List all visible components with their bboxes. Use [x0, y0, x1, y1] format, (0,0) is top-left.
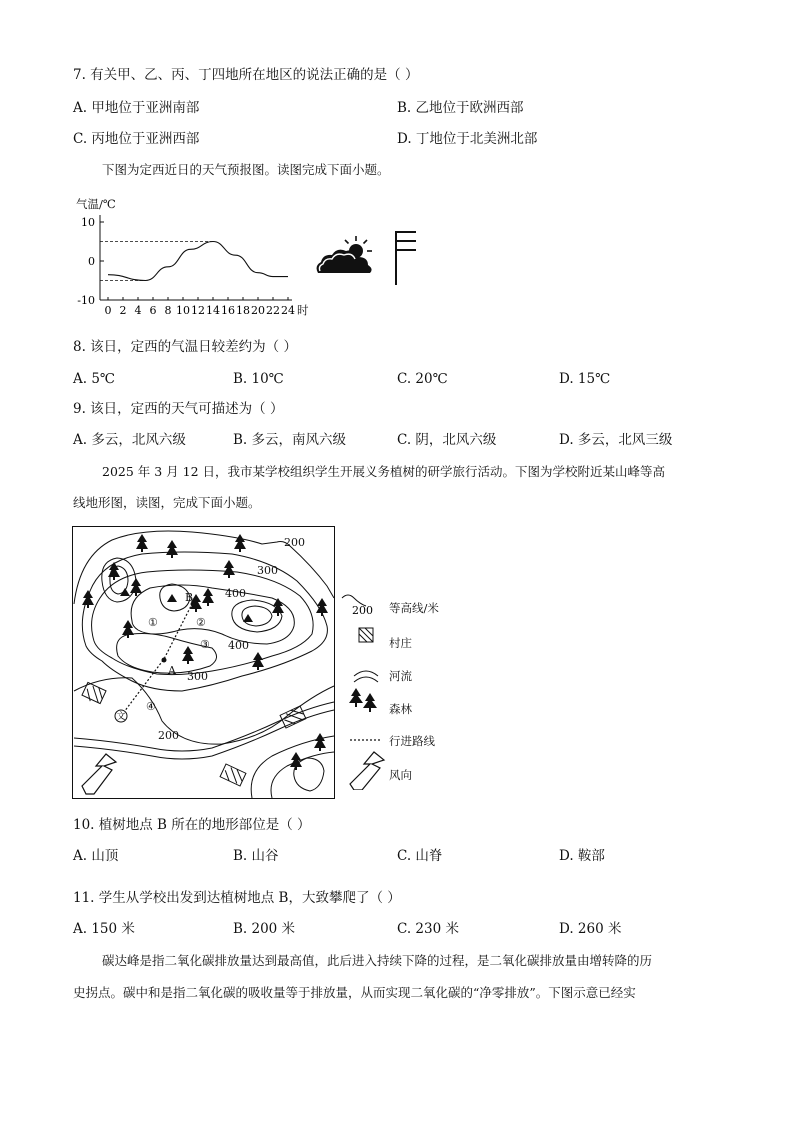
- x-tick-label: 2: [119, 304, 127, 317]
- tree-trunk: [207, 603, 209, 606]
- tree-trunk: [135, 593, 137, 596]
- map-legend: [340, 590, 460, 790]
- q9-option-b: B. 多云，南风六级: [233, 432, 347, 448]
- y-tick-label: 10: [81, 216, 95, 229]
- tree-trunk: [257, 667, 259, 670]
- tree-trunk: [295, 767, 297, 770]
- tree-trunk: [141, 549, 143, 552]
- legend-forest-icon: [349, 688, 377, 712]
- intro-carbon-line2: 史拐点。碳中和是指二氧化碳的吸收量等于排放量，从而实现二氧化碳的“净零排放”。下图示意已经实: [73, 985, 636, 1000]
- q8-option-b: B. 10℃: [233, 371, 284, 387]
- tree-trunk: [113, 577, 115, 580]
- wind-barb-icon: [392, 228, 422, 288]
- svg-text:200: 200: [352, 604, 373, 617]
- x-tick-label: 8: [164, 304, 172, 317]
- legend-wind-icon: [350, 752, 384, 790]
- q11-option-d: D. 260 米: [559, 921, 622, 937]
- q8-stem: 8. 该日，定西的气温日较差约为（ ）: [73, 339, 297, 355]
- x-tick-label: 22: [266, 304, 280, 317]
- tree-trunk: [321, 613, 323, 616]
- x-tick-label: 6: [149, 304, 157, 317]
- y-tick-label: -10: [77, 294, 95, 307]
- intro-carbon-line1: 碳达峰是指二氧化碳排放量达到最高值，此后进入持续下降的过程，是二氧化碳排放量由增转降的历: [102, 953, 653, 968]
- tree-trunk: [171, 555, 173, 558]
- x-tick-label: 0: [104, 304, 112, 317]
- temperature-curve: [108, 242, 288, 281]
- q7-option-a: A. 甲地位于亚洲南部: [73, 100, 200, 116]
- intro-weather: 下图为定西近日的天气预报图。读图完成下面小题。: [102, 162, 390, 177]
- x-tick-label: 12: [191, 304, 205, 317]
- q8-option-c: C. 20℃: [397, 371, 448, 387]
- q11-option-b: B. 200 米: [233, 921, 296, 937]
- q11-stem: 11. 学生从学校出发到达植树地点 B，大致攀爬了（ ）: [73, 890, 401, 906]
- label-a: A: [168, 664, 176, 677]
- contour-map: [72, 526, 335, 799]
- tree-trunk: [195, 609, 197, 612]
- tree-trunk: [187, 661, 189, 664]
- q10-option-d: D. 鞍部: [559, 848, 605, 864]
- q7-option-c: C. 丙地位于亚洲西部: [73, 131, 200, 147]
- tree-trunk: [319, 748, 321, 751]
- q10-option-a: A. 山顶: [73, 848, 119, 864]
- contour-label: 300: [187, 670, 208, 683]
- tree-trunk: [87, 605, 89, 608]
- x-tick-label: 24: [281, 304, 295, 317]
- x-tick-label: 16: [221, 304, 235, 317]
- x-tick-label: 4: [134, 304, 142, 317]
- point-a: [162, 658, 167, 663]
- q7-option-b: B. 乙地位于欧洲西部: [397, 100, 524, 116]
- x-tick-label: 10: [176, 304, 190, 317]
- contour-label: 400: [228, 639, 249, 652]
- label-3: ③: [200, 638, 210, 651]
- legend-route-label: 行进路线: [389, 734, 435, 748]
- tree-trunk: [239, 549, 241, 552]
- q10-stem: 10. 植树地点 B 所在的地形部位是（ ）: [73, 817, 311, 833]
- school-label: 文: [116, 712, 126, 722]
- contour-label: 400: [225, 587, 246, 600]
- contour-label: 300: [257, 564, 278, 577]
- partly-cloudy-icon: [310, 233, 380, 278]
- tree-trunk: [228, 575, 230, 578]
- contour-label: 200: [284, 536, 305, 549]
- q7-option-d: D. 丁地位于北美洲北部: [397, 131, 538, 147]
- chart-ylabel: 气温/℃: [76, 197, 116, 211]
- q9-option-c: C. 阴，北风六级: [397, 432, 497, 448]
- legend-forest-label: 森林: [389, 702, 412, 716]
- q10-option-c: C. 山脊: [397, 848, 443, 864]
- q9-stem: 9. 该日，定西的天气可描述为（ ）: [73, 401, 284, 417]
- q8-option-d: D. 15℃: [559, 371, 611, 387]
- legend-wind-label: 风向: [389, 768, 412, 782]
- label-2: ②: [196, 616, 206, 629]
- tree-trunk: [127, 635, 129, 638]
- tree-trunk: [277, 613, 279, 616]
- q9-option-a: A. 多云，北风六级: [73, 432, 186, 448]
- q10-option-b: B. 山谷: [233, 848, 279, 864]
- x-tick-label: 18: [236, 304, 250, 317]
- y-tick-label: 0: [88, 255, 95, 268]
- label-b: B: [185, 591, 194, 604]
- legend-village-label: 村庄: [389, 636, 412, 650]
- legend-river-icon: [354, 671, 378, 682]
- q11-option-a: A. 150 米: [73, 921, 135, 937]
- legend-contour-label: 等高线/米: [389, 601, 439, 615]
- x-tick-label: 14: [206, 304, 220, 317]
- temperature-chart: [70, 190, 330, 320]
- intro-planting-line1: 2025 年 3 月 12 日，我市某学校组织学生开展义务植树的研学旅行活动。下图为学校附近某山峰等高: [102, 464, 666, 479]
- chart-xlabel: 时: [297, 303, 309, 317]
- label-1: ①: [148, 616, 158, 629]
- q7-stem: 7. 有关甲、乙、丙、丁四地所在地区的说法正确的是（ ）: [73, 67, 419, 83]
- q9-option-d: D. 多云，北风三级: [559, 432, 673, 448]
- x-tick-label: 20: [251, 304, 265, 317]
- intro-planting-line2: 线地形图，读图，完成下面小题。: [73, 495, 261, 510]
- q11-option-c: C. 230 米: [397, 921, 459, 937]
- label-4: ④: [146, 700, 156, 713]
- legend-river-label: 河流: [389, 669, 412, 683]
- contour-label: 200: [158, 729, 179, 742]
- q8-option-a: A. 5℃: [73, 371, 116, 387]
